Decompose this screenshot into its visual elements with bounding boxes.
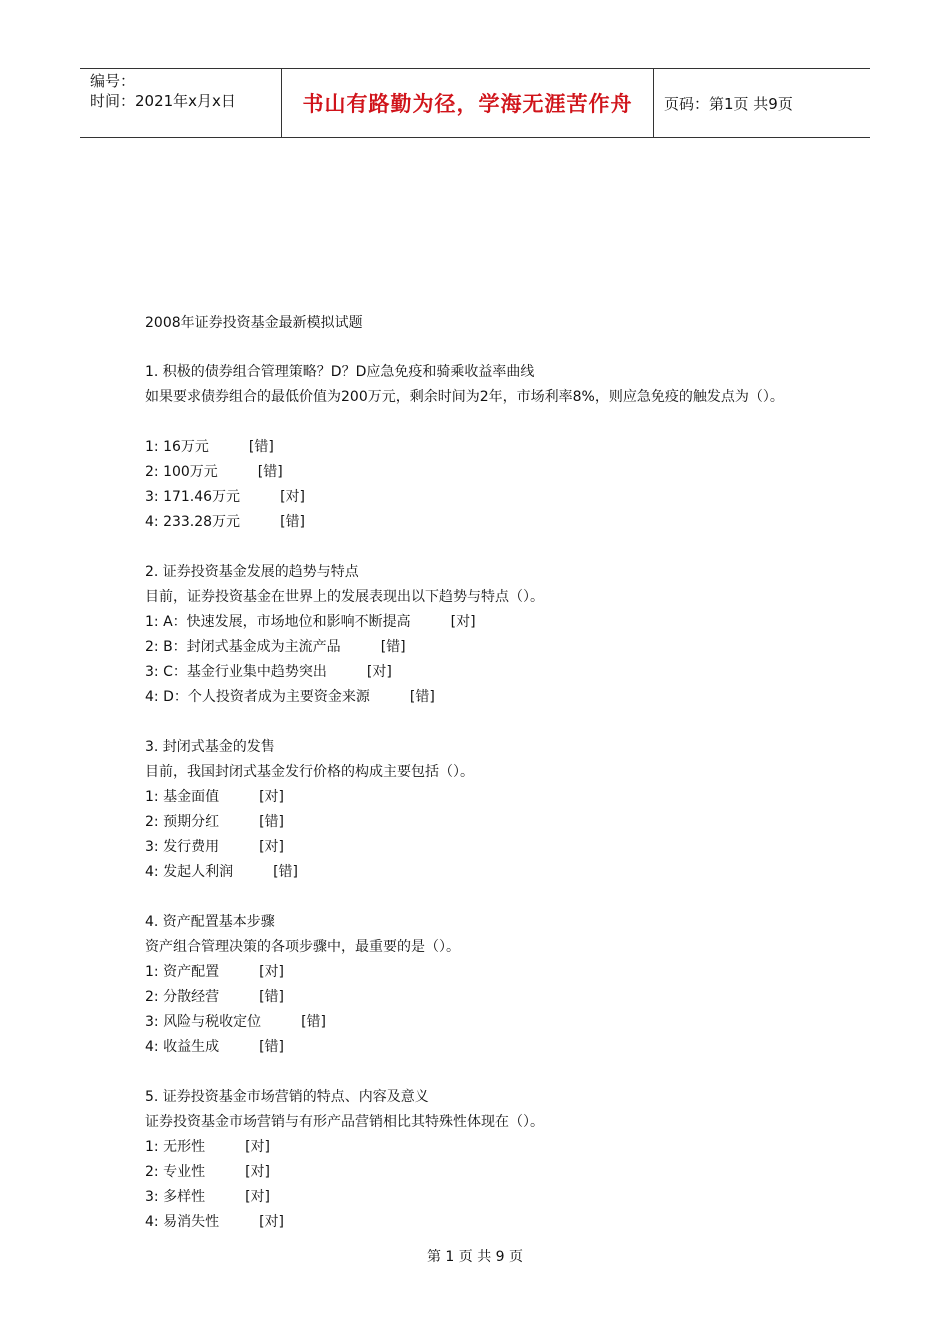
- option: [145, 685, 845, 710]
- header-page-info: 页码：第1页 共9页: [664, 94, 793, 113]
- option: [145, 460, 845, 485]
- option-text: 2: B：封闭式基金成为主流产品: [145, 639, 341, 655]
- question-title: 4. 资产配置基本步骤: [145, 914, 275, 930]
- question-title: 3. 封闭式基金的发售: [145, 739, 275, 755]
- answer-mark: [对]: [245, 1139, 271, 1155]
- answer-mark: [对]: [259, 1214, 285, 1230]
- code-label: 编号：: [90, 72, 136, 90]
- question-title: 2. 证券投资基金发展的趋势与特点: [145, 564, 359, 580]
- option-text: 4: 收益生成: [145, 1039, 220, 1055]
- answer-mark: [错]: [248, 439, 274, 455]
- option-text: 2: 预期分红: [145, 814, 220, 830]
- answer-mark: [错]: [409, 689, 435, 705]
- answer-mark: [错]: [259, 1039, 285, 1055]
- option: [145, 1160, 845, 1185]
- option: [145, 835, 845, 860]
- answer-mark: [错]: [259, 814, 285, 830]
- option-text: 3: 多样性: [145, 1189, 206, 1205]
- option: [145, 860, 845, 885]
- option-text: 4: 易消失性: [145, 1214, 220, 1230]
- option: [145, 960, 845, 985]
- option: [145, 485, 845, 510]
- option: [145, 785, 845, 810]
- option: [145, 435, 845, 460]
- question-1: [145, 360, 845, 535]
- option-text: 1: A：快速发展，市场地位和影响不断提高: [145, 614, 411, 630]
- question-title: 5. 证券投资基金市场营销的特点、内容及意义: [145, 1089, 429, 1105]
- option: [145, 810, 845, 835]
- option-text: 3: 171.46万元: [145, 489, 241, 505]
- question-prompt: 如果要求债券组合的最低价值为200万元，剩余时间为2年，市场利率8%，则应急免疫的触发点为（）。: [145, 389, 784, 405]
- option-text: 4: 发起人利润: [145, 864, 234, 880]
- answer-mark: [错]: [380, 639, 406, 655]
- question-4: [145, 910, 845, 1060]
- question-prompt: 目前，证券投资基金在世界上的发展表现出以下趋势与特点（）。: [145, 589, 544, 605]
- answer-mark: [对]: [259, 839, 285, 855]
- question-prompt: 资产组合管理决策的各项步骤中，最重要的是（）。: [145, 939, 460, 955]
- option: [145, 510, 845, 535]
- option-text: 4: D：个人投资者成为主要资金来源: [145, 689, 370, 705]
- option-text: 1: 16万元: [145, 439, 209, 455]
- answer-mark: [对]: [245, 1189, 271, 1205]
- answer-mark: [错]: [280, 514, 305, 530]
- answer-mark: [对]: [450, 614, 476, 630]
- option: [145, 985, 845, 1010]
- option: [145, 1185, 845, 1210]
- question-2: [145, 560, 845, 710]
- header-meta: [80, 69, 282, 137]
- option: [145, 660, 845, 685]
- option: [145, 635, 845, 660]
- time-label: 时间：2021年x月x日: [90, 92, 236, 110]
- question-5: [145, 1085, 845, 1235]
- option-text: 1: 无形性: [145, 1139, 206, 1155]
- option-text: 2: 分散经营: [145, 989, 220, 1005]
- answer-mark: [对]: [366, 664, 392, 680]
- page-footer: 第 1 页 共 9 页: [426, 1249, 524, 1265]
- motto-text: 书山有路勤为径，学海无涯苦作舟: [302, 92, 633, 116]
- question-title: 1. 积极的债券组合管理策略？D？D应急免疫和骑乘收益率曲线: [145, 364, 535, 380]
- answer-mark: [对]: [245, 1164, 271, 1180]
- answer-mark: [对]: [259, 789, 285, 805]
- answer-mark: [错]: [273, 864, 299, 880]
- option-text: 1: 基金面值: [145, 789, 220, 805]
- option-text: 2: 专业性: [145, 1164, 206, 1180]
- answer-mark: [错]: [301, 1014, 327, 1030]
- question-prompt: 证券投资基金市场营销与有形产品营销相比其特殊性体现在（）。: [145, 1114, 544, 1130]
- option-text: 4: 233.28万元: [145, 514, 241, 530]
- option-text: 1: 资产配置: [145, 964, 220, 980]
- document-title: 2008年证券投资基金最新模拟试题: [145, 315, 363, 331]
- page-header: [80, 68, 870, 138]
- option-text: 2: 100万元: [145, 464, 218, 480]
- question-list: [145, 360, 845, 1260]
- header-motto: [282, 69, 654, 137]
- option: [145, 1035, 845, 1060]
- option-text: 3: 风险与税收定位: [145, 1014, 262, 1030]
- answer-mark: [错]: [257, 464, 283, 480]
- answer-mark: [错]: [259, 989, 285, 1005]
- option: [145, 610, 845, 635]
- question-prompt: 目前，我国封闭式基金发行价格的构成主要包括（）。: [145, 764, 474, 780]
- answer-mark: [对]: [259, 964, 285, 980]
- question-3: [145, 735, 845, 885]
- option: [145, 1010, 845, 1035]
- answer-mark: [对]: [280, 489, 305, 505]
- option-text: 3: C：基金行业集中趋势突出: [145, 664, 327, 680]
- option-text: 3: 发行费用: [145, 839, 220, 855]
- option: [145, 1210, 845, 1235]
- option: [145, 1135, 845, 1160]
